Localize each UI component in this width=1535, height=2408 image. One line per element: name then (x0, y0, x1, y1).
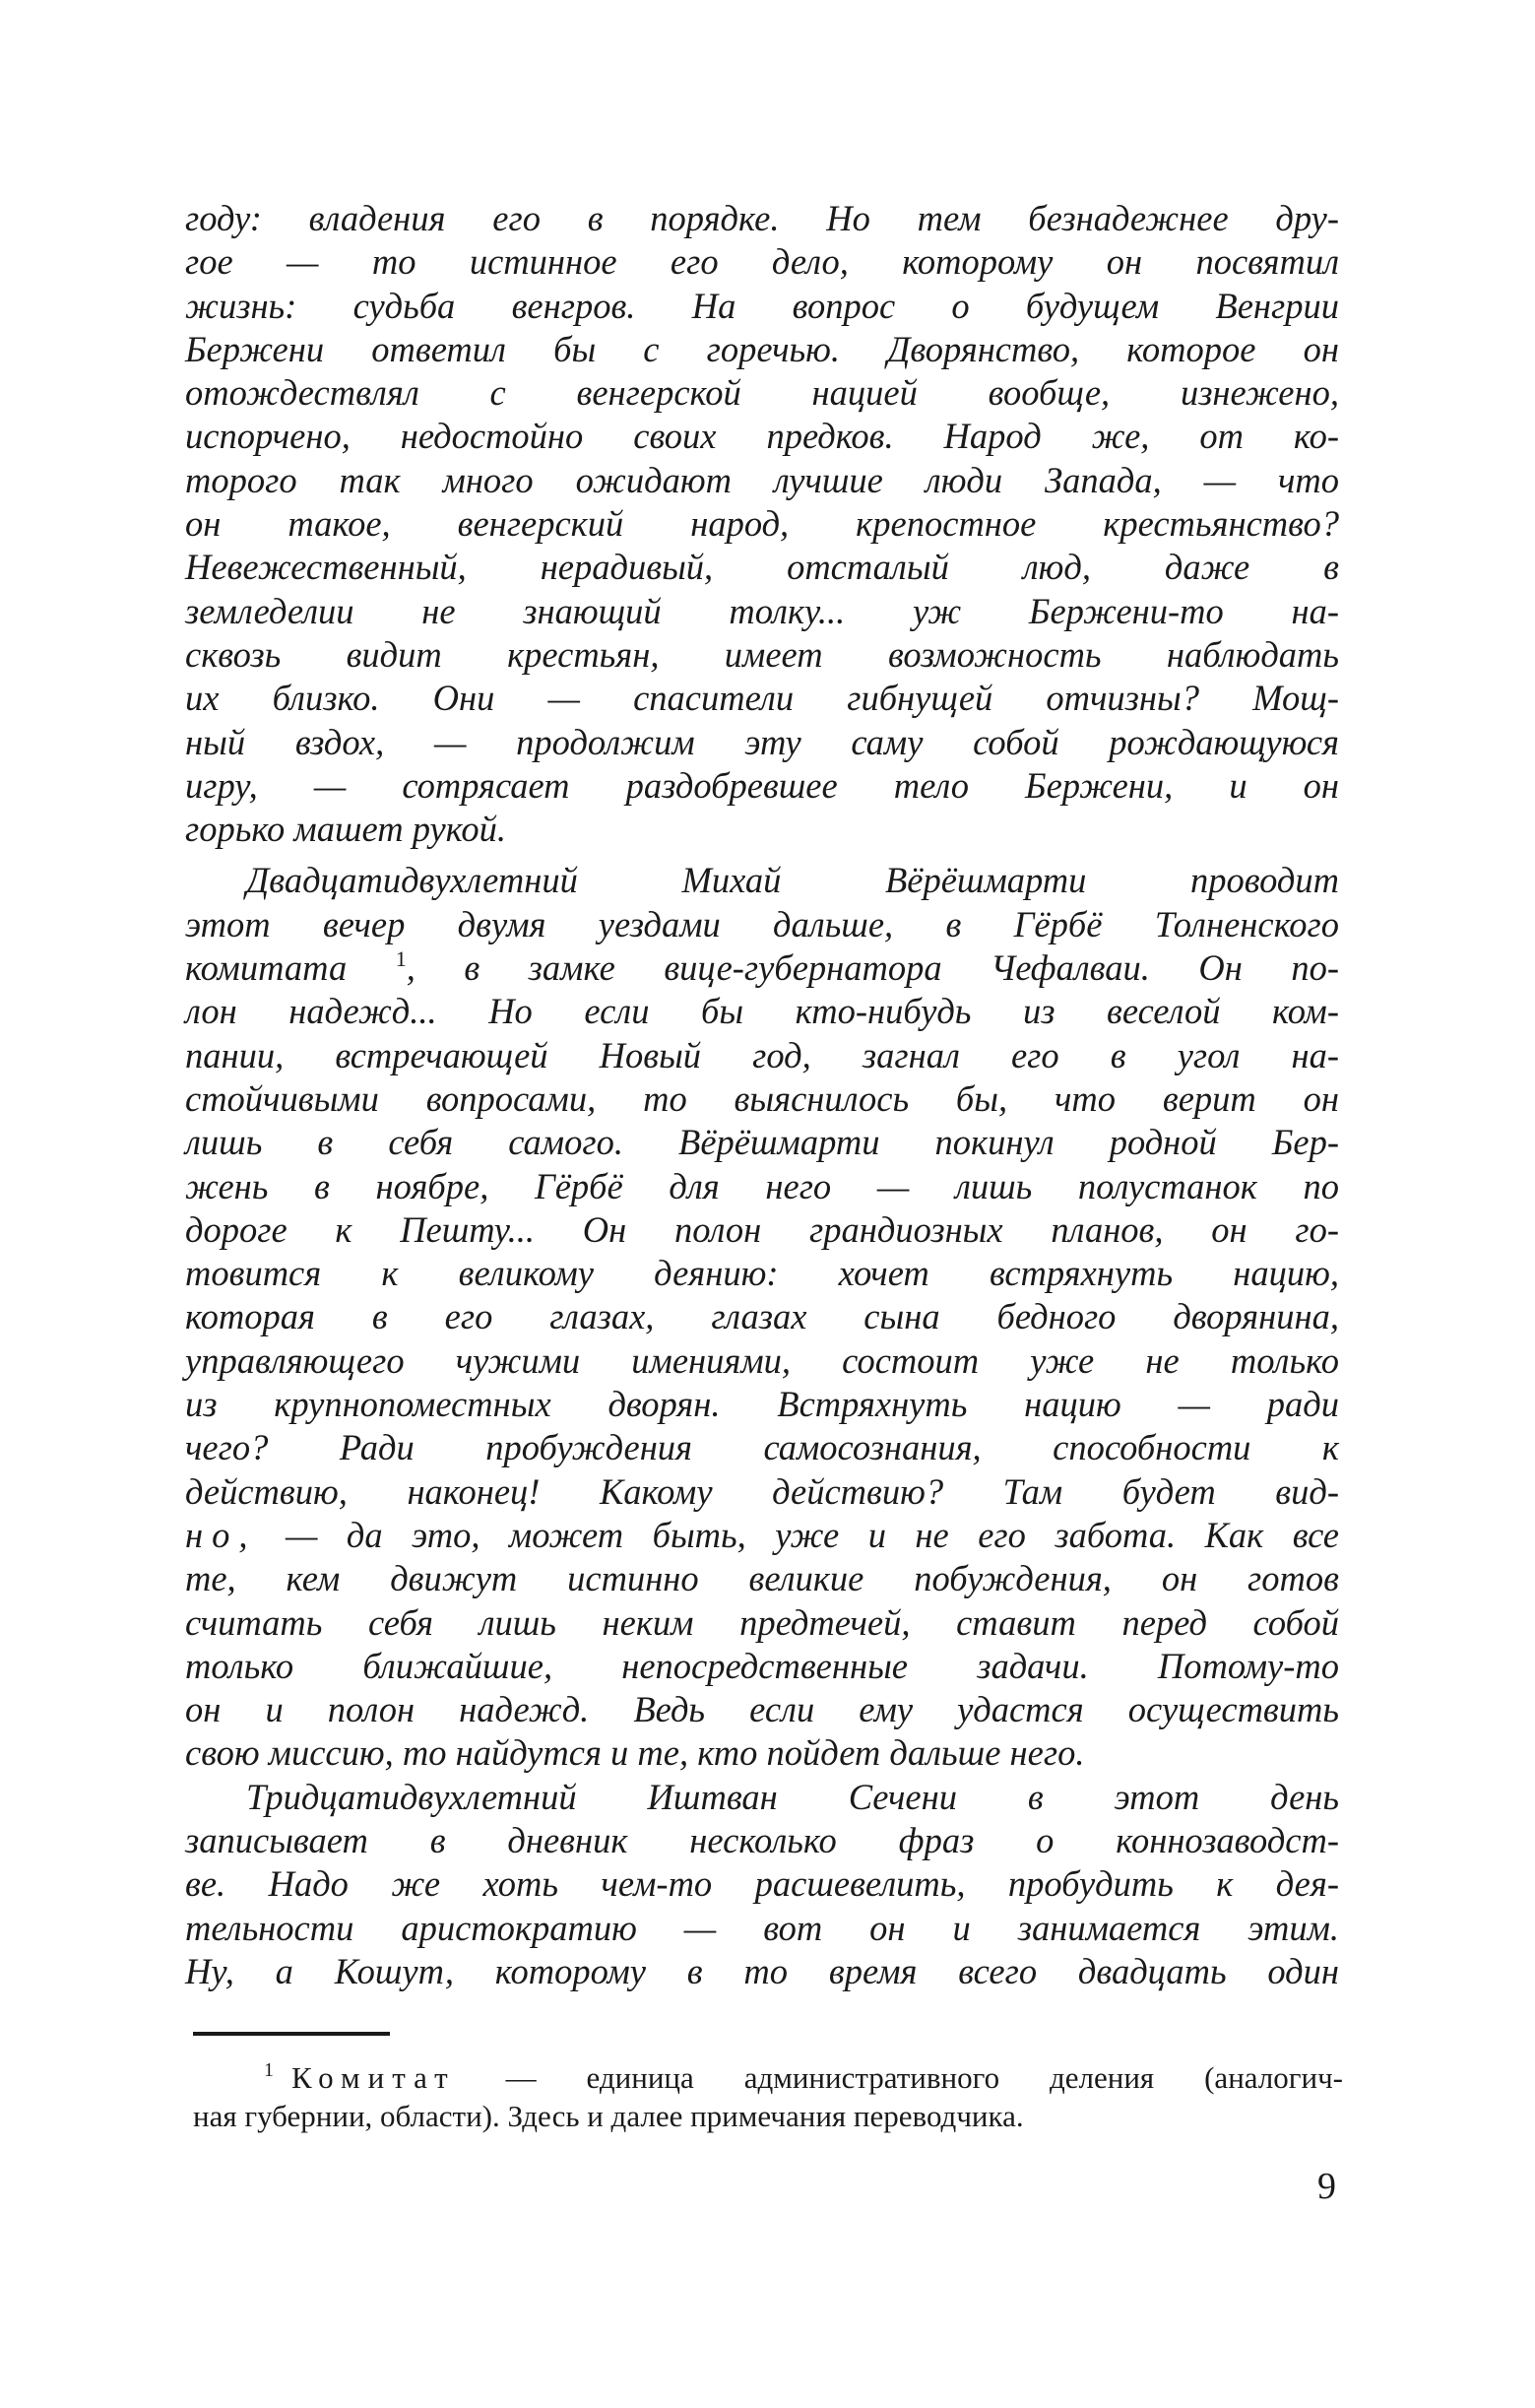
text-line: записывает в дневник несколько фраз о коннозаводст- (185, 1819, 1339, 1860)
text-line: игру, — сотрясает раздобревшее тело Бержени, и он (185, 764, 1339, 806)
spaced-emphasis: но, (185, 1514, 257, 1555)
paragraph-3 (185, 1776, 1339, 1993)
text-line: которая в его глазах, глазах сына бедного дворянина, (185, 1296, 1339, 1337)
text-line: горько машет рукой. (185, 809, 506, 850)
footnote-line (193, 2058, 1343, 2097)
text-line: считать себя лишь неким предтечей, ставит перед собой (185, 1601, 1339, 1643)
main-text (185, 197, 1339, 1993)
text-line: действию, наконец! Какому действию? Там будет вид- (185, 1470, 1339, 1512)
text-line: году: владения его в порядке. Но тем безнадежнее дру- (185, 198, 1339, 238)
text-line: жизнь: судьба венгров. На вопрос о будущем Венгрии (185, 285, 1339, 326)
text-line: дороге к Пешту... Он полон грандиозных планов, он го- (185, 1208, 1339, 1250)
text-line: гое — то истинное его дело, которому он посвятил (185, 241, 1339, 283)
text-line: только ближайшие, непосредственные задачи. Потому-то (185, 1645, 1339, 1686)
text-line: жень в ноябре, Гёрбё для него — лишь полустанок по (185, 1165, 1339, 1206)
text-line: он и полон надежд. Ведь если ему удастся осуществить (185, 1689, 1339, 1730)
text-line: те, кем движут истинно великие побуждения, он готов (185, 1558, 1339, 1599)
text-fragment: — да это, может быть, уже и не его забота. Как все (256, 1514, 1339, 1555)
text-line: тельности аристократию — вот он и занимается этим. (185, 1907, 1339, 1948)
text-line: Тридцатидвухлетний Иштван Сечени в этот день (246, 1776, 1339, 1817)
page-number: 9 (1317, 2166, 1336, 2207)
footnote-term: Комитат (291, 2060, 456, 2095)
text-line (185, 1514, 1339, 1557)
text-line: земледелии не знающий толку... уж Бержени-то на- (185, 590, 1339, 631)
text-line: отождествлял с венгерской нацией вообще, изнежено, (185, 372, 1339, 414)
text-line (185, 946, 1339, 990)
text-line: ный вздох, — продолжим эту саму собой рождающуюся (185, 721, 1339, 762)
text-line: этот вечер двумя уездами дальше, в Гёрбё Толненского (185, 903, 1339, 944)
footnote-separator (193, 2032, 390, 2036)
text-line: ве. Надо же хоть чем-то расшевелить, пробудить к дея- (185, 1863, 1339, 1905)
text-line: Ну, а Кошут, которому в то время всего двадцать один (185, 1950, 1339, 1991)
text-line: лишь в себя самого. Вёрёшмарти покинул родной Бер- (185, 1122, 1339, 1163)
text-line: их близко. Они — спасители гибнущей отчизны? Мощ- (185, 678, 1339, 719)
text-line: Двадцатидвухлетний Михай Вёрёшмарти проводит (246, 860, 1339, 901)
text-line: чего? Ради пробуждения самосознания, способности к (185, 1427, 1339, 1468)
text-fragment: комитата (185, 947, 396, 989)
footnote (193, 2058, 1343, 2135)
paragraph-1 (185, 197, 1339, 851)
text-line: свою миссию, то найдутся и те, кто пойдет дальше него. (185, 1732, 1085, 1774)
text-line: сквозь видит крестьян, имеет возможность наблюдать (185, 633, 1339, 675)
text-line: товится к великому деянию: хочет встряхнуть нацию, (185, 1253, 1339, 1294)
paragraph-2 (185, 859, 1339, 1775)
text-line: торого так много ожидают лучшие люди Запада, — что (185, 459, 1339, 500)
footnote-reference[interactable]: 1 (395, 946, 407, 972)
text-line: Бержени ответил бы с горечью. Дворянство, которое он (185, 328, 1339, 369)
text-line: управляющего чужими имениями, состоит уже не только (185, 1339, 1339, 1381)
footnote-text: — единица административного деления (аналогич- (455, 2060, 1343, 2095)
text-fragment: , в замке вице-губернатора Чефалваи. Он по- (406, 947, 1339, 989)
footnote-mark: 1 (264, 2059, 274, 2081)
text-line: Невежественный, нерадивый, отсталый люд, даже в (185, 547, 1339, 588)
text-line: испорчено, недостойно своих предков. Народ же, от ко- (185, 416, 1339, 457)
text-line: он такое, венгерский народ, крепостное крестьянство? (185, 503, 1339, 545)
text-line: из крупнопоместных дворян. Встряхнуть нацию — ради (185, 1384, 1339, 1425)
footnote-line: ная губернии, области). Здесь и далее примечания переводчика. (193, 2099, 1024, 2133)
text-line: стойчивыми вопросами, то выяснилось бы, что верит он (185, 1077, 1339, 1119)
text-line: пании, встречающей Новый год, загнал его в угол на- (185, 1034, 1339, 1075)
text-line: лон надежд... Но если бы кто-нибудь из веселой ком- (185, 991, 1339, 1032)
